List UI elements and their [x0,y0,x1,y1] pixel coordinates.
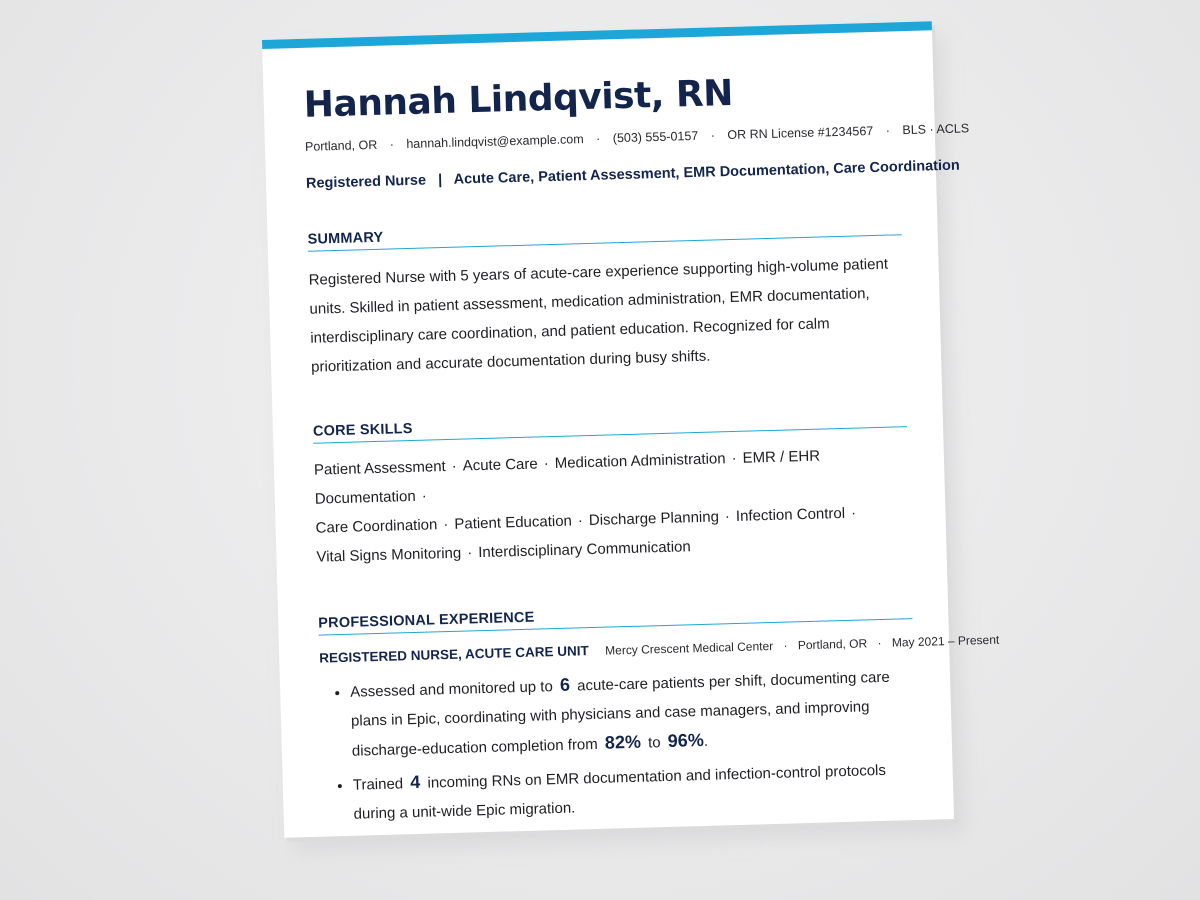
headline-focus: Acute Care, Patient Assessment, EMR Documentation, Care Coordination [453,157,960,188]
contact-email: hannah.lindqvist@example.com [406,131,584,151]
skills-list [314,439,911,572]
skill-item: Care Coordination [315,515,438,537]
bullet-text: to [647,733,661,752]
skill-item: Interdisciplinary Communication [477,537,691,561]
summary-section [307,215,905,382]
bullet-text: Trained [352,774,404,794]
skill-item: EMR / EHR Documentation [314,447,821,508]
contact-separator: · [595,131,601,146]
bullet-text: . [703,732,709,750]
skill-separator: · [443,515,449,533]
headline-divider: | [437,171,443,188]
bullet-text: Assessed and monitored up to [349,677,554,701]
skill-separator: · [466,543,473,562]
contact-separator: · [710,127,716,143]
skill-item: Discharge Planning [588,508,720,529]
skill-separator: · [577,511,584,529]
contact-separator: · [885,123,891,138]
headline [305,157,960,192]
skill-separator: · [724,507,731,525]
job-employer: Mercy Crescent Medical Center [604,638,774,658]
skills-heading: CORE SKILLS [313,407,907,444]
skill-separator: · [421,487,427,505]
job-header [319,632,1000,668]
contact-certifications: BLS · ACLS [902,120,970,137]
experience-bullet [350,661,916,766]
candidate-name: Hannah Lindqvist, RN [303,72,734,126]
experience-bullet [352,754,917,829]
job-dates: May 2021 – Present [891,632,1000,650]
skill-separator: · [543,454,549,472]
metric-highlight: 6 [559,674,571,695]
job-meta-separator: · [783,638,788,653]
job-title: REGISTERED NURSE, ACUTE CARE UNIT [319,642,589,666]
contact-location: Portland, OR [304,137,378,154]
skills-section [313,407,911,572]
resume-sheet [262,21,1000,837]
experience-heading: PROFESSIONAL EXPERIENCE [318,599,912,636]
skill-item: Infection Control [735,504,846,525]
skill-item: Patient Assessment [313,457,446,479]
skill-item: Vital Signs Monitoring [316,544,462,566]
contact-separator: · [389,136,395,152]
contact-license: OR RN License #1234567 [727,123,874,142]
headline-role: Registered Nurse [305,172,427,192]
bullet-text: incoming RNs on EMR documentation and infection-control protocols during a unit-wide Epic migration. [353,761,887,823]
bullet-text: acute-care patients per shift, documenting care plans in Epic, coordinating with physicians and case managers, and improving discharge-education completion from [350,668,890,760]
skill-separator: · [451,457,457,475]
resume-page [262,21,1000,837]
contact-phone: (503) 555-0157 [612,128,699,145]
job-location: Portland, OR [797,635,868,652]
experience-bullets [320,661,918,830]
summary-text: Registered Nurse with 5 years of acute-care experience supporting high-volume patient units. Skilled in patient assessment, medication administration, EMR documentation, interdisciplinary care coordination, and patient education. Recognized for calm prioritization and accurate documentation during busy shifts. [308,255,889,376]
skill-item: Patient Education [454,512,573,533]
job-meta [605,632,999,657]
summary-heading: SUMMARY [307,215,901,252]
skill-separator: · [731,449,737,467]
skill-separator: · [850,504,857,522]
experience-section [318,599,1000,830]
skill-item: Acute Care [462,455,538,475]
metric-highlight: 82% [604,731,642,753]
contact-line [304,120,970,154]
metric-highlight: 96% [667,729,705,751]
metric-highlight: 4 [409,771,421,792]
job-meta-separator: · [877,635,882,650]
skill-item: Medication Administration [554,449,726,472]
